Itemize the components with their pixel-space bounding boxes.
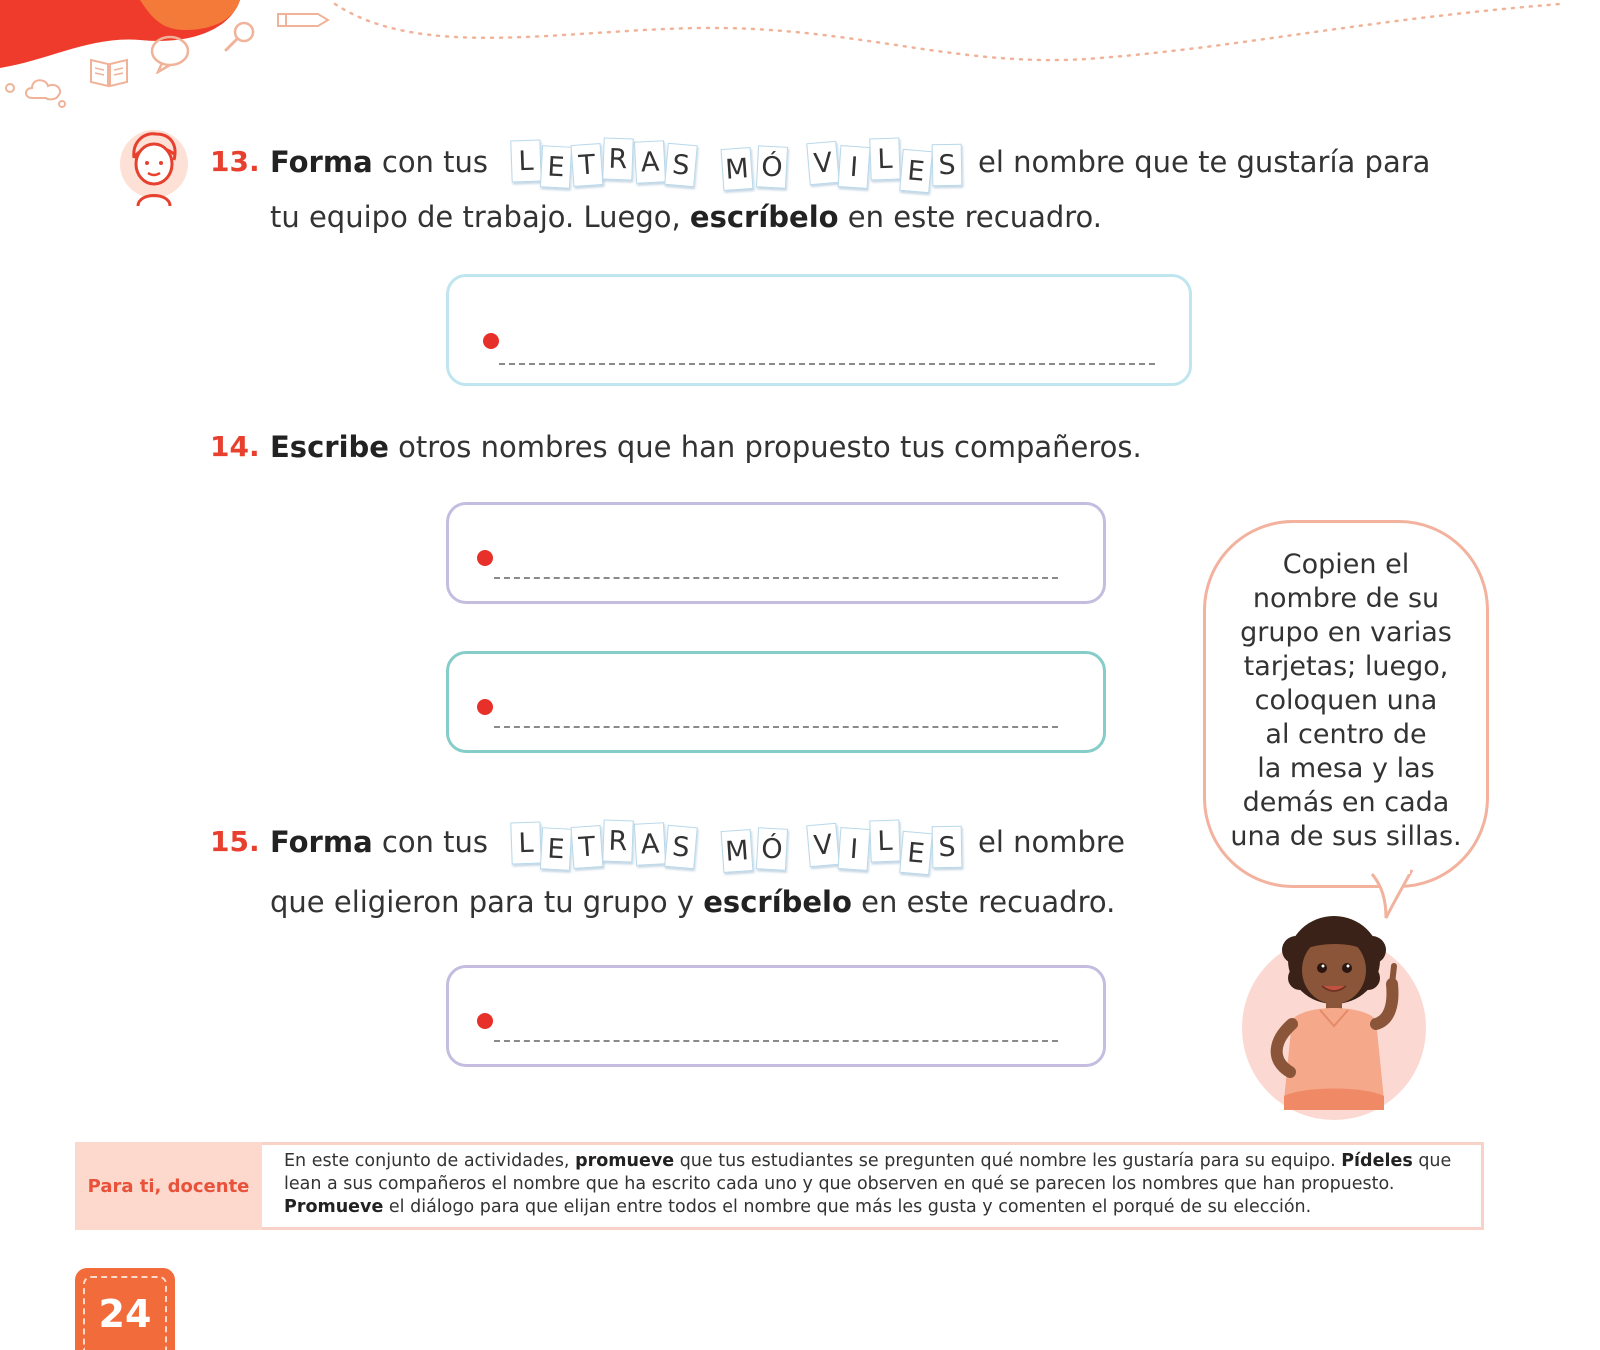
bullet-dot [477, 1013, 493, 1029]
bullet-dot [477, 550, 493, 566]
letter-tile: S [932, 826, 963, 869]
letter-tile: I [838, 827, 871, 871]
question-13-line2 [270, 200, 1102, 234]
magnifier-icon [222, 20, 258, 54]
question-14-body: otros nombres que han propuesto tus compañeros. [398, 430, 1142, 464]
bubble-line: Copien el [1282, 549, 1410, 580]
answer-box-13[interactable] [446, 274, 1192, 386]
bubble-line: la mesa y las [1257, 753, 1435, 784]
girl-illustration [1234, 900, 1430, 1120]
teacher-note-bold: Pídeles [1341, 1151, 1413, 1171]
letter-tile: V [806, 141, 840, 185]
answer-box-14a[interactable] [446, 502, 1106, 604]
letter-tile: E [899, 149, 933, 193]
answer-line[interactable] [494, 577, 1058, 579]
question-14-verb: Escribe [270, 430, 389, 464]
book-icon [88, 54, 130, 90]
question-14-number: 14. [210, 430, 260, 463]
teacher-note-part: que lean a sus compañeros el nombre que ha escrito cada uno y que observen en qué se parecen los nombres que han propuesto. [284, 1151, 1452, 1194]
letter-tile: I [838, 145, 871, 189]
speech-bubble-text [1203, 548, 1489, 854]
question-15-after-tiles: el nombre [978, 825, 1126, 859]
question-15-line2-pre: que eligieron para tu grupo y [270, 885, 695, 919]
bubble-line: coloquen una [1254, 685, 1438, 716]
answer-line[interactable] [499, 363, 1155, 365]
letter-tile: R [602, 819, 633, 862]
question-15-verb: Forma [270, 825, 373, 859]
thought-cloud-icon [2, 70, 74, 110]
question-13-line2-post: en este recuadro. [847, 200, 1102, 234]
bullet-dot [477, 699, 493, 715]
question-13-line1-start [270, 145, 488, 179]
question-13-line2-bold: escríbelo [689, 200, 839, 234]
letter-tile: V [806, 823, 840, 867]
question-13-line2-pre: tu equipo de trabajo. Luego, [270, 200, 681, 234]
teacher-note-bold: promueve [575, 1151, 675, 1171]
letter-tile: S [664, 825, 698, 869]
bubble-line: tarjetas; luego, [1243, 651, 1449, 682]
question-14-text [270, 430, 1142, 464]
answer-line[interactable] [494, 1040, 1058, 1042]
letter-tile: S [664, 143, 698, 187]
teacher-note-text [284, 1150, 1474, 1219]
letter-tile: A [634, 140, 666, 184]
letter-tile: E [540, 827, 572, 871]
question-15-line2-bold: escríbelo [703, 885, 852, 919]
bullet-dot [483, 333, 499, 349]
page-number-badge [75, 1268, 175, 1350]
answer-line[interactable] [494, 726, 1058, 728]
bubble-line: una de sus sillas. [1230, 821, 1462, 852]
letter-tile: E [899, 831, 933, 875]
question-15-number: 15. [210, 825, 260, 858]
teacher-note-part: que tus estudiantes se pregunten qué nombre les gustaría para su equipo. [679, 1151, 1336, 1171]
letter-tile: T [571, 143, 604, 187]
speech-bubble-icon [148, 34, 192, 74]
teacher-note-part: el diálogo para que elijan entre todos el nombre que más les gusta y comenten el porqué de su elección. [388, 1197, 1312, 1217]
letter-tile: E [540, 145, 572, 189]
teacher-note-part: En este conjunto de actividades, [284, 1151, 570, 1171]
letter-tile: L [869, 819, 900, 862]
letter-tile: M [721, 147, 754, 191]
question-13-verb: Forma [270, 145, 373, 179]
bubble-line: nombre de su [1252, 583, 1440, 614]
question-15-line1-start [270, 825, 488, 859]
letter-tile: S [932, 144, 963, 187]
letter-tile: A [634, 822, 666, 866]
letter-tile: R [602, 137, 633, 180]
teacher-note-label: Para ti, docente [75, 1142, 262, 1230]
question-13-number: 13. [210, 145, 260, 178]
question-15-line2 [270, 885, 1115, 919]
question-13-before-tiles: con tus [381, 145, 489, 179]
teacher-note-bold: Promueve [284, 1197, 384, 1217]
letter-tile: Ó [756, 827, 788, 871]
letter-tile: Ó [756, 145, 788, 189]
pencil-icon [276, 10, 332, 30]
bubble-line: al centro de [1265, 719, 1427, 750]
letter-tile: L [510, 821, 541, 864]
answer-box-15[interactable] [446, 965, 1106, 1067]
question-15-before-tiles: con tus [381, 825, 489, 859]
question-13-after-tiles: el nombre que te gustaría para [978, 145, 1431, 179]
bubble-line: grupo en varias [1240, 617, 1452, 648]
header-decoration [0, 0, 1600, 120]
bubble-line: demás en cada [1242, 787, 1450, 818]
student-face-icon [116, 130, 192, 210]
question-15-line2-post: en este recuadro. [861, 885, 1116, 919]
letter-tile: M [721, 829, 754, 873]
answer-box-14b[interactable] [446, 651, 1106, 753]
page-number: 24 [83, 1276, 167, 1350]
letter-tile: T [571, 825, 604, 869]
letter-tile: L [869, 137, 900, 180]
letter-tile: L [510, 139, 541, 182]
